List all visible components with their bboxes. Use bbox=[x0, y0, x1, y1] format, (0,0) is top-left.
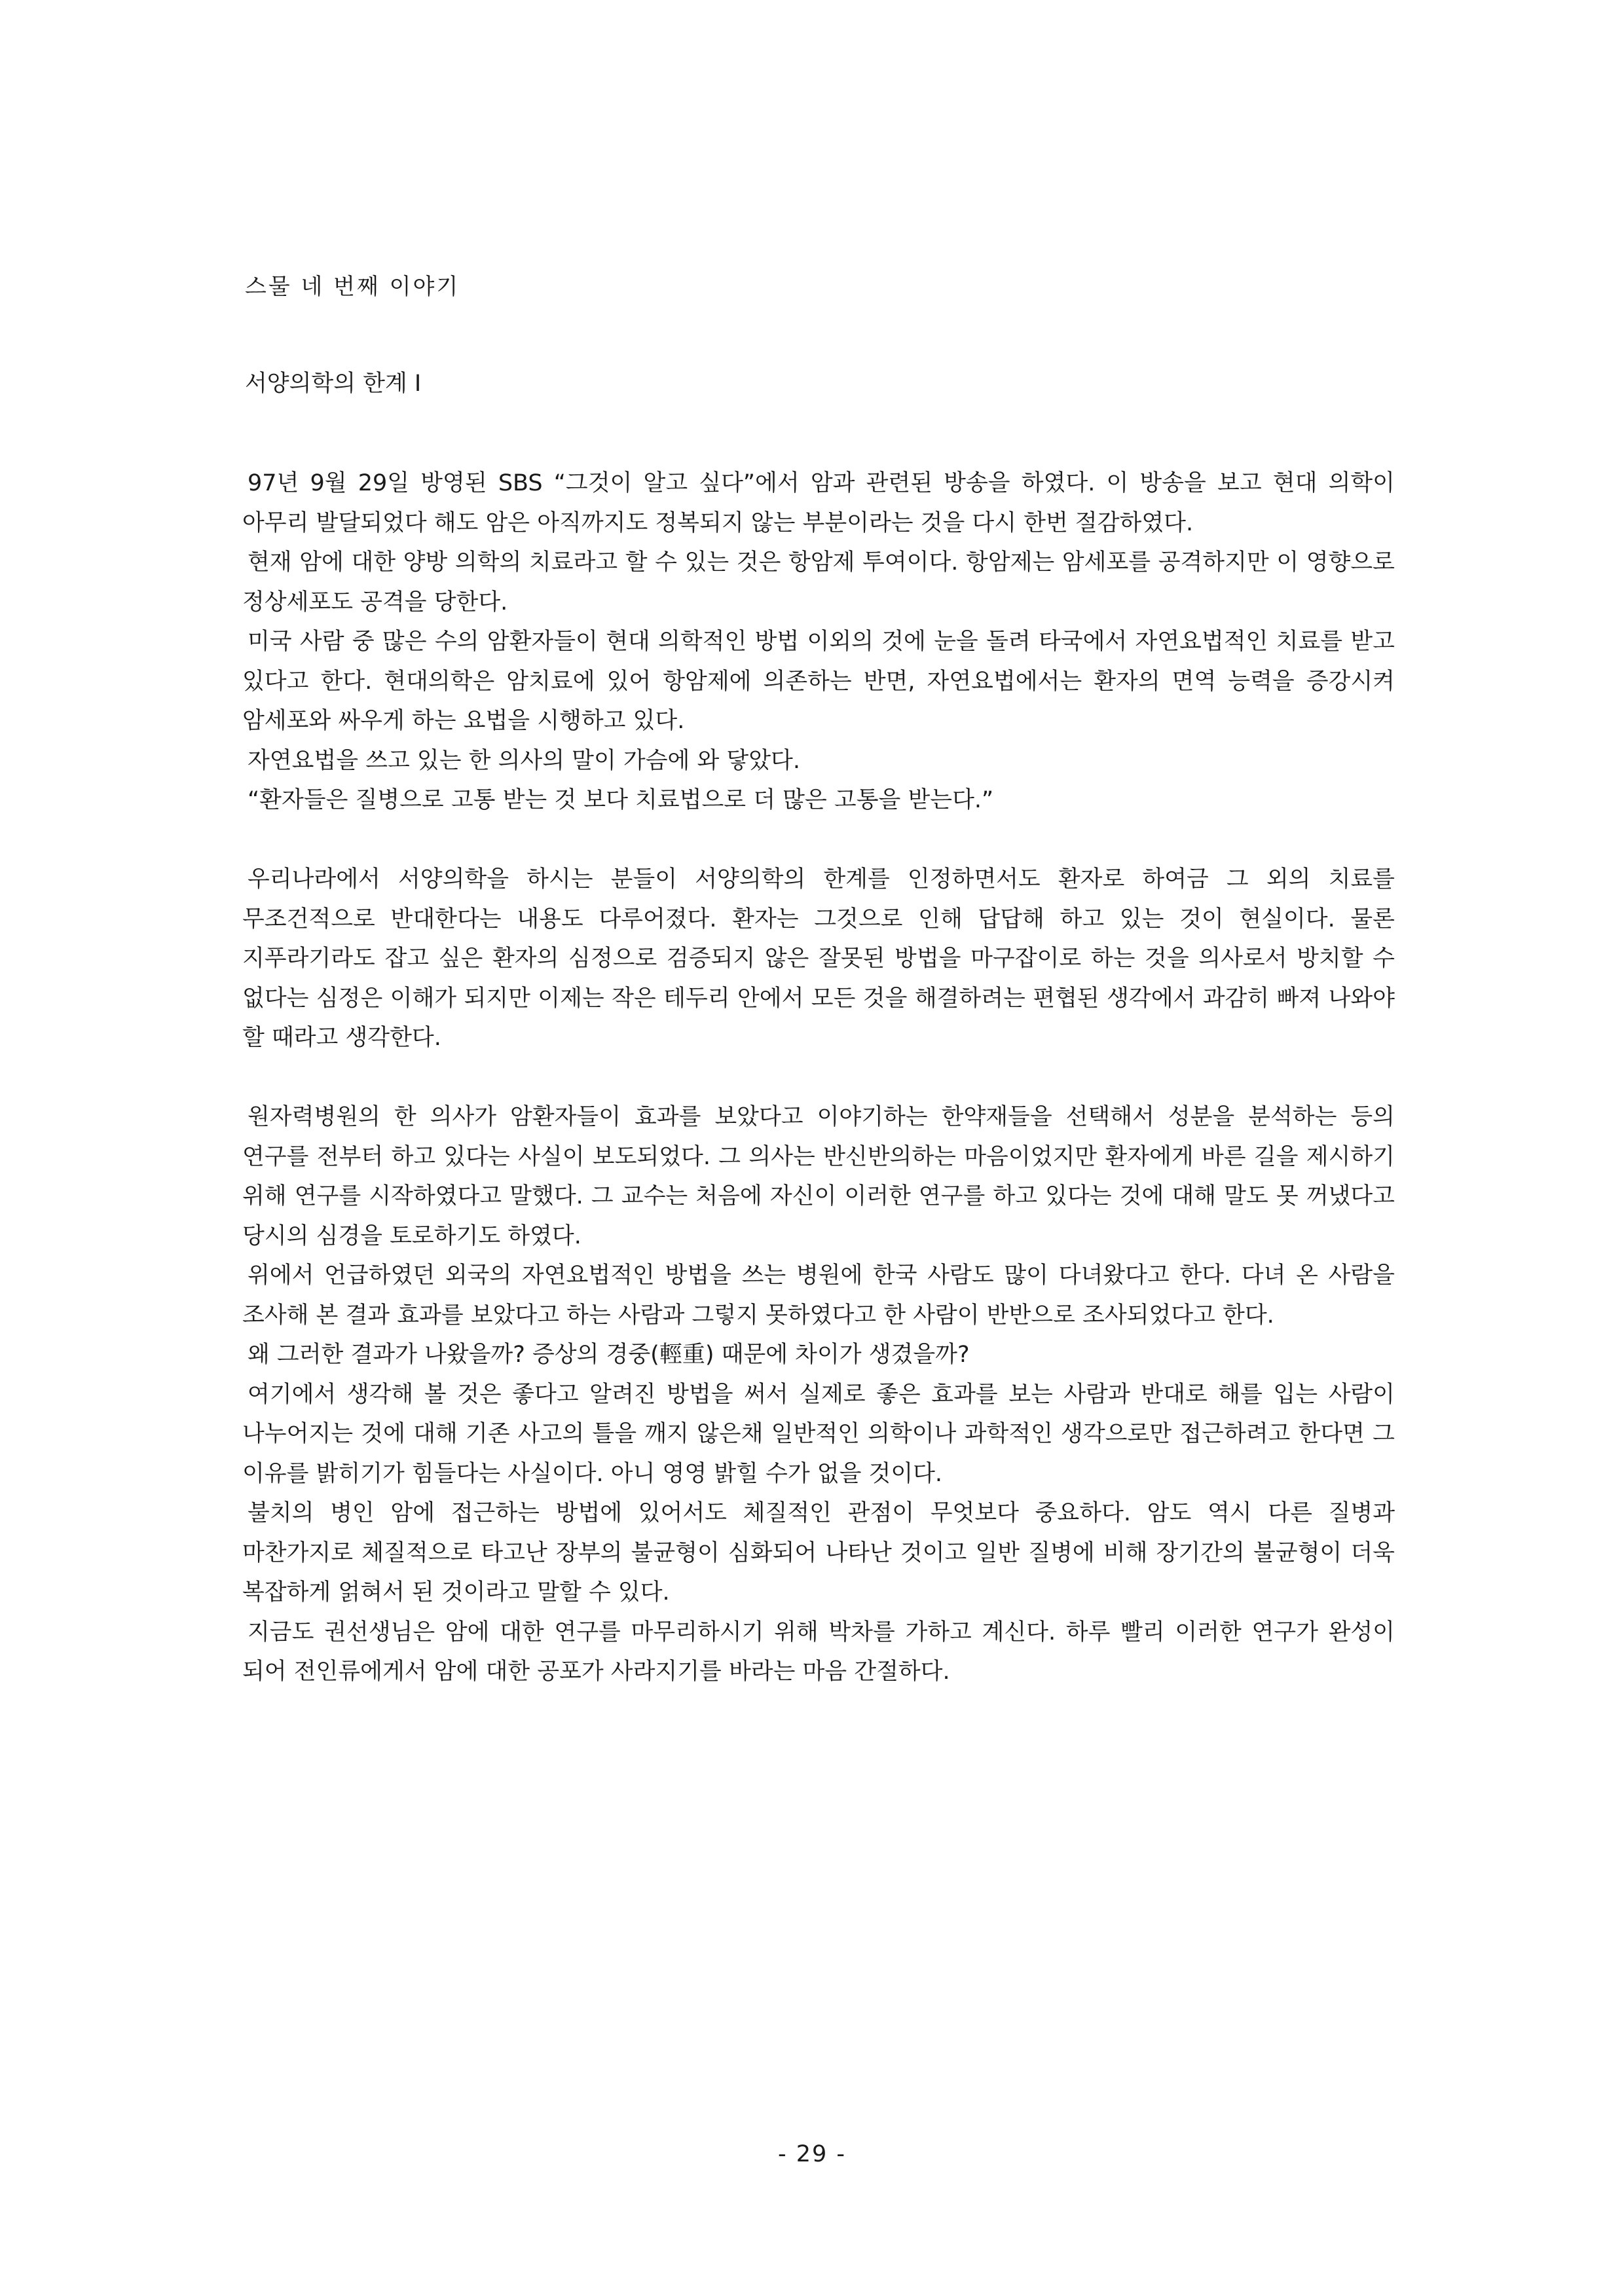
document-page bbox=[242, 249, 1395, 1692]
paragraph: 지금도 권선생님은 암에 대한 연구를 마무리하시기 위해 박차를 가하고 계신다. 하루 빨리 이러한 연구가 완성이 되어 전인류에게서 암에 대한 공포가 사라지기를 바라는 마음 간절하다. bbox=[242, 1619, 1395, 1685]
paragraph: 원자력병원의 한 의사가 암환자들이 효과를 보았다고 이야기하는 한약재들을 선택해서 성분을 분석하는 등의 연구를 전부터 하고 있다는 사실이 보도되었다. 그 의사는 반신반의하는 마음이었지만 환자에게 바른 길을 제시하기 위해 연구를 시작하였다고 말했다. 그 교수는 처음에 자신이 이러한 연구를 하고 있다는 것에 대해 말도 못 꺼냈다고 당시의 심경을 토로하기도 하였다. bbox=[242, 1104, 1395, 1249]
section-title: 서양의학의 한계 I bbox=[245, 371, 422, 397]
paragraph: 미국 사람 중 많은 수의 암환자들이 현대 의학적인 방법 이외의 것에 눈을 돌려 타국에서 자연요법적인 치료를 받고 있다고 한다. 현대의학은 암치료에 있어 항암제에 의존하는 반면, 자연요법에서는 환자의 면역 능력을 증강시켜 암세포와 싸우게 하는 요법을 시행하고 있다. bbox=[242, 629, 1395, 734]
paragraph: 왜 그러한 결과가 나왔을까? 증상의 경중(輕重) 때문에 차이가 생겼을까? bbox=[248, 1342, 970, 1368]
paragraph: 여기에서 생각해 볼 것은 좋다고 알려진 방법을 써서 실제로 좋은 효과를 보는 사람과 반대로 해를 입는 사람이 나누어지는 것에 대해 기존 사고의 틀을 깨지 않은채 일반적인 의학이나 과학적인 생각으로만 접근하려고 한다면 그 이유를 밝히기가 힘들다는 사실이다. 아니 영영 밝힐 수가 없을 것이다. bbox=[242, 1381, 1395, 1487]
paragraph: 97년 9월 29일 방영된 SBS “그것이 알고 싶다”에서 암과 관련된 방송을 하였다. 이 방송을 보고 현대 의학이 아무리 발달되었다 해도 암은 아직까지도 정복되지 않는 부분이라는 것을 다시 한번 절감하였다. bbox=[242, 470, 1395, 536]
chapter-label: 스물 네 번째 이야기 bbox=[245, 274, 460, 300]
paragraph: 우리나라에서 서양의학을 하시는 분들이 서양의학의 한계를 인정하면서도 환자로 하여금 그 외의 치료를 무조건적으로 반대한다는 내용도 다루어졌다. 환자는 그것으로 인해 답답해 하고 있는 것이 현실이다. 물론 지푸라기라도 잡고 싶은 환자의 심정으로 검증되지 않은 잘못된 방법을 마구잡이로 하는 것을 의사로서 방치할 수 없다는 심정은 이해가 되지만 이제는 작은 테두리 안에서 모든 것을 해결하려는 편협된 생각에서 과감히 빠져 나와야 할 때라고 생각한다. bbox=[242, 866, 1395, 1051]
page-number: - 29 - bbox=[777, 2141, 847, 2167]
quote-paragraph: “환자들은 질병으로 고통 받는 것 보다 치료법으로 더 많은 고통을 받는다.” bbox=[248, 787, 994, 813]
paragraph: 자연요법을 쓰고 있는 한 의사의 말이 가슴에 와 닿았다. bbox=[248, 747, 800, 774]
paragraph: 현재 암에 대한 양방 의학의 치료라고 할 수 있는 것은 항암제 투여이다. 항암제는 암세포를 공격하지만 이 영향으로 정상세포도 공격을 당한다. bbox=[242, 549, 1395, 615]
paragraph: 위에서 언급하였던 외국의 자연요법적인 방법을 쓰는 병원에 한국 사람도 많이 다녀왔다고 한다. 다녀 온 사람을 조사해 본 결과 효과를 보았다고 하는 사람과 그렇지 못하였다고 한 사람이 반반으로 조사되었다고 한다. bbox=[242, 1262, 1395, 1329]
paragraph: 불치의 병인 암에 접근하는 방법에 있어서도 체질적인 관점이 무엇보다 중요하다. 암도 역시 다른 질병과 마찬가지로 체질적으로 타고난 장부의 불균형이 심화되어 나타난 것이고 일반 질병에 비해 장기간의 불균형이 더욱 복잡하게 얽혀서 된 것이라고 말할 수 있다. bbox=[242, 1500, 1395, 1606]
